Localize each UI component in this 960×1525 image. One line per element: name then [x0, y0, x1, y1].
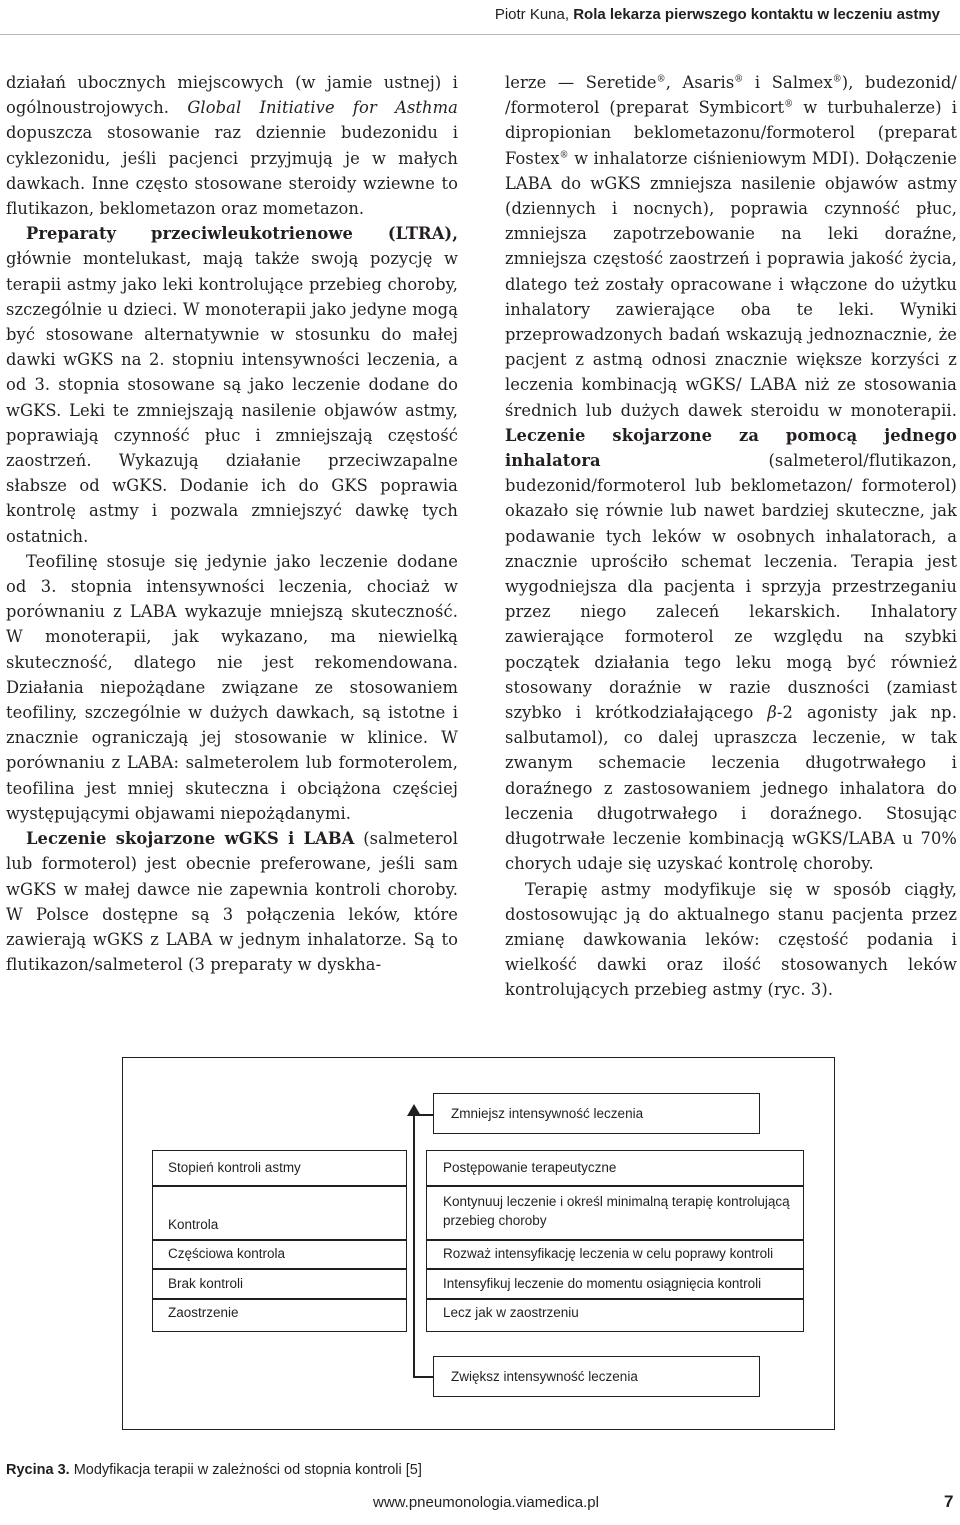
ltra-heading: Preparaty przeciwleukotrienowe (LTRA),: [26, 224, 458, 244]
caption-label: Rycina 3.: [6, 1462, 70, 1478]
running-header: [495, 6, 940, 23]
header-author: Piotr Kuna,: [494, 6, 574, 23]
left-paragraph-3: Teofilinę stosuje się jedynie jako leczenie dodane od 3. stopnia intensywności leczenia, chociaż w porównaniu z LABA wykazuje mniejszą skuteczność. W monoterapii, jak wykazano, ma niewielką skuteczność, dlatego nie jest rekomendowana. Działania niepożądane związane ze stosowaniem teofiliny, szczególnie w dużych dawkach, są istotne i znacznie ograniczają jej stosowanie w klinice. W porównaniu z LABA: salmeterolem lub formoterolem, teofilina jest mniej skuteczna i obciążona częściej występującymi objawami niepożądanymi.: [6, 551, 458, 823]
reduce-intensity-box: [433, 1093, 760, 1134]
control-row-divider: [152, 1268, 407, 1270]
action-header-divider: [426, 1185, 804, 1187]
registered-mark: ®: [734, 74, 744, 85]
figure-caption: [6, 1462, 422, 1478]
left-p1-text-a: działań ubocznych miejscowych (w jamie ustnej) i ogólnoustrojowych.: [6, 73, 458, 118]
right-p1-text-h: -2 agonisty jak np. salbutamol), co dalej upraszcza leczenie, w tak zwanym schemacie leczenia długotrwałego i doraźnego z zastosowaniem jednego inhalatora do leczenia długotrwałego i doraźnego. Stosując długotrwałe leczenie kombinacją wGKS/LABA u 70% chorych udaje się uzyskać kontrolę choroby.: [505, 703, 957, 874]
right-paragraph-1: [505, 70, 957, 877]
right-paragraph-2: Terapię astmy modyfikuje się w sposób ciągły, dostosowując ją do aktualnego stanu pacjenta przez zmianę dawkowania leków: częstość podania i wielkość dawki oraz ilość stosowanych leków kontrolujących przebieg astmy (ryc. 3).: [505, 879, 957, 1000]
gina-name: Global Initiative for Asthma: [187, 98, 458, 118]
control-level-czesciowa: Częściowa kontrola: [168, 1246, 286, 1261]
registered-mark: ®: [559, 150, 569, 161]
left-text-column: [6, 70, 458, 977]
right-p1-text-d: ), budezonid/ /formoterol (preparat Symbicort: [505, 73, 957, 118]
action-row-divider: [426, 1298, 804, 1300]
action-kontrola: Kontynuuj leczenie i określ minimalną terapię kontrolującą przebieg choroby: [443, 1194, 790, 1228]
right-text-column: [505, 70, 957, 1003]
reduce-arrow-head: [407, 1104, 421, 1116]
therapy-action-header: Postępowanie terapeutyczne: [443, 1160, 617, 1175]
control-header-divider: [152, 1185, 407, 1187]
registered-mark: ®: [656, 74, 666, 85]
journal-url[interactable]: www.pneumonologia.viamedica.pl: [373, 1494, 599, 1511]
left-paragraph-2: [6, 221, 458, 549]
right-p1-text-f: w inhalatorze ciśnieniowym MDI). Dołączenie LABA do wGKS zmniejsza nasilenie objawów astmy (dziennych i nocnych), poprawia czynność płuc, zmniejsza zapotrzebowanie na leki doraźne, zmniejsza częstość zaostrzeń i poprawia jakość życia, dlatego też zostały opracowane i włączone do użytku inhalatory zawierające oba te leki. Wyniki przeprowadzonych badań wskazują jednoznacznie, że pacjent z astmą odnosi znacznie większe korzyści z leczenia kombinacją wGKS/ LABA niż ze stosowania średnich lub dużych dawek steroidu w monoterapii.: [505, 148, 957, 420]
left-paragraph-4: [6, 826, 458, 977]
action-brak: Intensyfikuj leczenie do momentu osiągnięcia kontroli: [443, 1276, 762, 1291]
header-title: Rola lekarza pierwszego kontaktu w leczeniu astmy: [573, 6, 940, 23]
control-level-kontrola: Kontrola: [168, 1217, 219, 1232]
action-row-divider: [426, 1239, 804, 1241]
action-zaostrzenie: Lecz jak w zaostrzeniu: [443, 1305, 579, 1320]
increase-intensity-box: [433, 1356, 760, 1397]
control-row-divider: [152, 1298, 407, 1300]
header-divider: [0, 34, 960, 35]
control-level-zaostrzenie: Zaostrzenie: [168, 1305, 239, 1320]
right-p1-text-b: , Asaris: [665, 73, 735, 92]
action-czesciowa: Rozważ intensyfikację leczenia w celu poprawy kontroli: [443, 1246, 774, 1261]
left-p1-text-b: dopuszcza stosowanie raz dziennie budezonidu i cyklezonidu, jeśli pacjenci przyjmują je w małych dawkach. Inne często stosowane steroidy wziewne to flutikazon, beklometazon oraz mometazon.: [6, 123, 458, 219]
left-p4-text: (salmeterol lub formoterol) jest obecnie preferowane, jeśli sam wGKS w małej dawce nie zapewnia kontroli choroby. W Polsce dostępne są 3 połączenia leków, które zawierają wGKS z LABA w jednym inhalatorze. Są to flutikazon/salmeterol (3 preparaty w dyskha-: [6, 829, 458, 975]
registered-mark: ®: [784, 99, 794, 110]
beta-symbol: β: [767, 703, 777, 723]
registered-mark: ®: [832, 74, 842, 85]
combination-heading: Leczenie skojarzone wGKS i LABA: [26, 829, 355, 849]
right-p1-text-g: (salmeterol/flutikazon, budezonid/formoterol lub beklometazon/ formoterol) okazało się równie lub nawet bardziej skuteczne, jak podawanie tych leków w osobnych inhalatorach, a znacznie uprościło schemat leczenia. Terapia jest wygodniejsza dla pacjenta i sprzyja przestrzeganiu przez niego zaleceń lekarskich. Inhalatory zawierające formoterol ze względu na szybki początek działania tego leku mogą być również stosowany doraźnie w razie duszności (zamiast szybko i krótkodziałającego: [505, 451, 957, 723]
increase-arrow-shaft: [413, 1215, 415, 1377]
left-p2-text: głównie montelukast, mają także swoją pozycję w terapii astmy jako leki kontrolujące przebieg choroby, szczególnie u dzieci. W monoterapii jako jedyne mogą być stosowane alternatywnie w stosunku do małej dawki wGKS na 2. stopniu intensywności leczenia, a od 3. stopnia stosowane są jako leczenie dodane do wGKS. Leki te zmniejszają nasilenie objawów astmy, poprawiają czynność płuc i zmniejszają częstość zaostrzeń. Wykazują działanie przeciwzapalne słabsze od wGKS. Dodanie ich do GKS poprawia kontrolę astmy i pozwala zmniejszyć dawkę tych ostatnich.: [6, 249, 458, 546]
increase-arrow-connector: [413, 1376, 433, 1378]
reduce-intensity-label: Zmniejsz intensywność leczenia: [451, 1106, 644, 1121]
increase-intensity-label: Zwiększ intensywność leczenia: [451, 1369, 638, 1384]
page-number: 7: [944, 1492, 954, 1511]
right-p1-text-c: i Salmex: [743, 73, 833, 92]
left-paragraph-1: [6, 70, 458, 221]
right-p1-text-a: lerze — Seretide: [505, 73, 657, 92]
control-level-brak: Brak kontroli: [168, 1276, 244, 1291]
single-inhaler-heading: Leczenie skojarzone za pomocą jednego inhalatora: [505, 425, 957, 471]
control-row-divider: [152, 1239, 407, 1241]
action-row-divider: [426, 1268, 804, 1270]
right-p1-text-e: w turbuhalerze) i dipropionian beklometazonu/formoterol (preparat Fostex: [505, 98, 958, 168]
control-level-header: Stopień kontroli astmy: [168, 1160, 301, 1175]
caption-text: Modyfikacja terapii w zależności od stopnia kontroli [5]: [69, 1462, 422, 1478]
